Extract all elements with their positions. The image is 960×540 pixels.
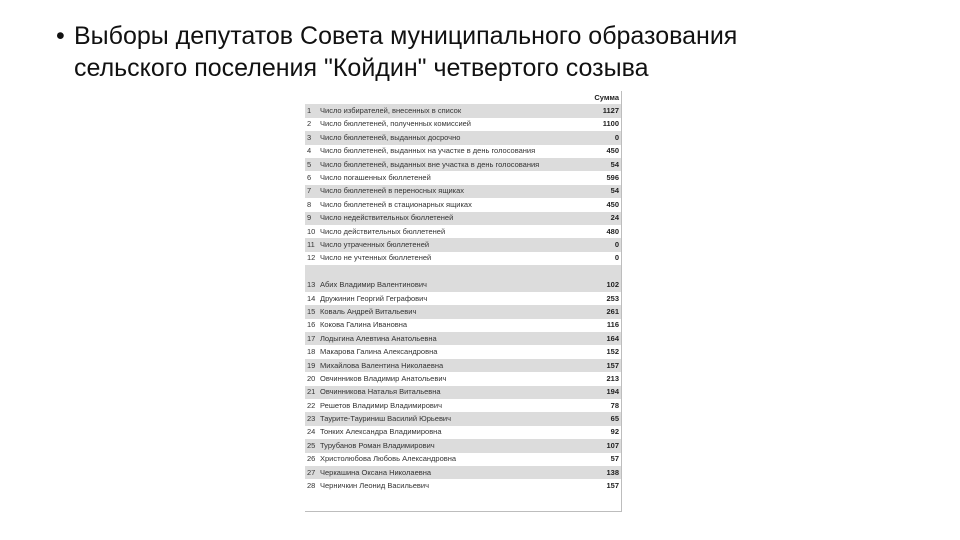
- cell-num: 4: [305, 145, 318, 158]
- cell-num: 16: [305, 319, 318, 332]
- cell-sum: 54: [583, 185, 621, 198]
- title-line-2: сельского поселения "Койдин" четвертого созыва: [74, 54, 649, 82]
- cell-name: Овчинникова Наталья Витальевна: [318, 386, 583, 399]
- table-header-row: [305, 91, 621, 104]
- cell-name: Решетов Владимир Владимирович: [318, 399, 583, 412]
- cell-sum: 596: [583, 171, 621, 184]
- table-spacer-row: [305, 265, 621, 278]
- cell-num: 20: [305, 372, 318, 385]
- cell-name: Число не учтенных бюллетеней: [318, 252, 583, 265]
- cell-name: Коваль Андрей Витальевич: [318, 305, 583, 318]
- cell-sum: 1127: [583, 104, 621, 117]
- cell-name: Число бюллетеней, выданных на участке в день голосования: [318, 145, 583, 158]
- cell-name: Михайлова Валентина Николаевна: [318, 359, 583, 372]
- table-row: [305, 185, 621, 198]
- cell-name: Кокова Галина Ивановна: [318, 319, 583, 332]
- cell-num: 26: [305, 453, 318, 466]
- cell-num: 23: [305, 412, 318, 425]
- spacer-cell: [318, 265, 583, 278]
- cell-name: Лодыгина Алевтина Анатольевна: [318, 332, 583, 345]
- table-row: [305, 466, 621, 479]
- table-row: [305, 118, 621, 131]
- cell-name: Число бюллетеней, выданных вне участка в день голосования: [318, 158, 583, 171]
- cell-num: 8: [305, 198, 318, 211]
- table-row: [305, 412, 621, 425]
- table-row: [305, 305, 621, 318]
- cell-sum: 65: [583, 412, 621, 425]
- table-row: [305, 319, 621, 332]
- cell-num: 10: [305, 225, 318, 238]
- cell-num: 2: [305, 118, 318, 131]
- cell-sum: 152: [583, 345, 621, 358]
- cell-sum: 54: [583, 158, 621, 171]
- cell-name: Число действительных бюллетеней: [318, 225, 583, 238]
- cell-sum: 157: [583, 359, 621, 372]
- table-row: [305, 145, 621, 158]
- table-row: [305, 386, 621, 399]
- cell-num: 1: [305, 104, 318, 117]
- cell-sum: 78: [583, 399, 621, 412]
- cell-sum: 261: [583, 305, 621, 318]
- table-row: [305, 131, 621, 144]
- cell-name: Христолюбова Любовь Александровна: [318, 453, 583, 466]
- cell-name: Число бюллетеней в переносных ящиках: [318, 185, 583, 198]
- table-row: [305, 372, 621, 385]
- table-row: [305, 252, 621, 265]
- cell-name: Таурите-Тауриниш Василий Юрьевич: [318, 412, 583, 425]
- cell-num: 3: [305, 131, 318, 144]
- table-row: [305, 332, 621, 345]
- cell-num: 19: [305, 359, 318, 372]
- table-row: [305, 278, 621, 291]
- slide-title: [56, 20, 916, 84]
- cell-num: 22: [305, 399, 318, 412]
- cell-name: Турубанов Роман Владимирович: [318, 439, 583, 452]
- spacer-cell: [305, 265, 318, 278]
- table-row: [305, 292, 621, 305]
- cell-num: 12: [305, 252, 318, 265]
- table-row: [305, 479, 621, 492]
- cell-name: Черничкин Леонид Васильевич: [318, 479, 583, 492]
- table-row: [305, 104, 621, 117]
- cell-sum: 450: [583, 145, 621, 158]
- cell-name: Число погашенных бюллетеней: [318, 171, 583, 184]
- bullet-point: •: [56, 22, 65, 50]
- cell-name: Овчинников Владимир Анатольевич: [318, 372, 583, 385]
- cell-name: Тонких Александра Владимировна: [318, 426, 583, 439]
- table-row: [305, 453, 621, 466]
- cell-num: 11: [305, 238, 318, 251]
- cell-sum: 157: [583, 479, 621, 492]
- table-row: [305, 198, 621, 211]
- spacer-cell: [583, 265, 621, 278]
- cell-num: 24: [305, 426, 318, 439]
- cell-num: 14: [305, 292, 318, 305]
- cell-num: 21: [305, 386, 318, 399]
- cell-sum: 0: [583, 238, 621, 251]
- cell-num: 18: [305, 345, 318, 358]
- cell-name: Макарова Галина Александровна: [318, 345, 583, 358]
- cell-sum: 138: [583, 466, 621, 479]
- cell-name: Число бюллетеней, полученных комиссией: [318, 118, 583, 131]
- table-row: [305, 359, 621, 372]
- table-row: [305, 225, 621, 238]
- header-name: [318, 91, 583, 104]
- cell-num: 28: [305, 479, 318, 492]
- cell-name: Дружинин Георгий Геграфович: [318, 292, 583, 305]
- table-row: [305, 238, 621, 251]
- cell-sum: 164: [583, 332, 621, 345]
- cell-sum: 0: [583, 131, 621, 144]
- cell-sum: 480: [583, 225, 621, 238]
- cell-num: 17: [305, 332, 318, 345]
- cell-sum: 116: [583, 319, 621, 332]
- cell-sum: 24: [583, 212, 621, 225]
- cell-name: Число бюллетеней в стационарных ящиках: [318, 198, 583, 211]
- table-row: [305, 399, 621, 412]
- cell-num: 7: [305, 185, 318, 198]
- header-sum: Сумма: [583, 91, 621, 104]
- cell-sum: 102: [583, 278, 621, 291]
- cell-sum: 194: [583, 386, 621, 399]
- title-text: [56, 20, 916, 84]
- table-row: [305, 158, 621, 171]
- table-body: [305, 104, 621, 492]
- cell-sum: 213: [583, 372, 621, 385]
- table-row: [305, 345, 621, 358]
- cell-num: 27: [305, 466, 318, 479]
- cell-name: Число избирателей, внесенных в список: [318, 104, 583, 117]
- cell-sum: 253: [583, 292, 621, 305]
- cell-num: 6: [305, 171, 318, 184]
- cell-name: Число недействительных бюллетеней: [318, 212, 583, 225]
- cell-sum: 0: [583, 252, 621, 265]
- title-line-1: Выборы депутатов Совета муниципального образования: [74, 22, 738, 50]
- cell-sum: 107: [583, 439, 621, 452]
- cell-sum: 1100: [583, 118, 621, 131]
- cell-sum: 57: [583, 453, 621, 466]
- results-table: [305, 91, 621, 493]
- cell-name: Число бюллетеней, выданных досрочно: [318, 131, 583, 144]
- table-row: [305, 212, 621, 225]
- cell-num: 13: [305, 278, 318, 291]
- cell-num: 5: [305, 158, 318, 171]
- cell-sum: 92: [583, 426, 621, 439]
- cell-num: 9: [305, 212, 318, 225]
- cell-num: 25: [305, 439, 318, 452]
- cell-name: Абих Владимир Валентинович: [318, 278, 583, 291]
- table-row: [305, 439, 621, 452]
- cell-name: Число утраченных бюллетеней: [318, 238, 583, 251]
- header-num: [305, 91, 318, 104]
- cell-num: 15: [305, 305, 318, 318]
- table-row: [305, 426, 621, 439]
- cell-sum: 450: [583, 198, 621, 211]
- results-table-image: [305, 91, 622, 512]
- table-row: [305, 171, 621, 184]
- cell-name: Черкашина Оксана Николаевна: [318, 466, 583, 479]
